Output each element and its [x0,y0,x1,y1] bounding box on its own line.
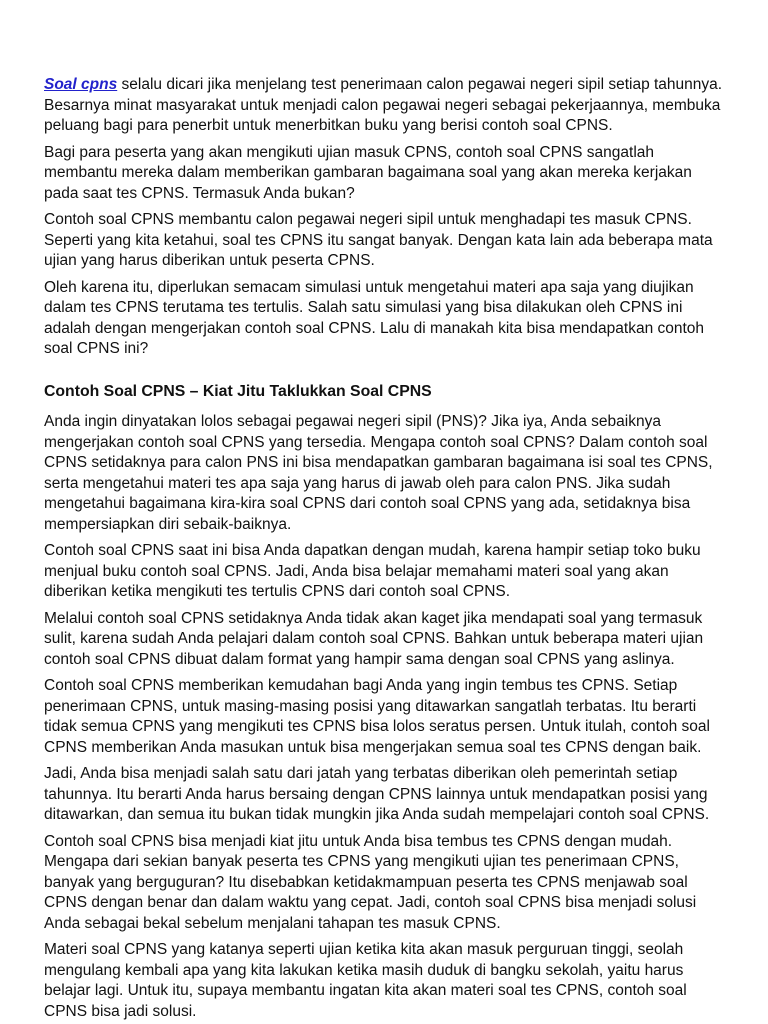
soal-cpns-link[interactable]: Soal cpns [44,76,118,93]
paragraph-7: Melalui contoh soal CPNS setidaknya Anda tidak akan kaget jika mendapati soal yang termasuk sulit, karena sudah Anda pelajari dalam contoh soal CPNS. Bahkan untuk beberapa materi ujian contoh soal CPNS dibuat dalam format yang hampir sama dengan soal CPNS yang aslinya. [44,609,704,668]
paragraph-3: Contoh soal CPNS membantu calon pegawai negeri sipil untuk menghadapi tes masuk CPNS. Seperti yang kita ketahui, soal tes CPNS itu sangat banyak. Dengan kata lain ada beberapa mata ujian yang harus diberikan untuk peserta CPNS. [44,211,713,269]
paragraph-2: Bagi para peserta yang akan mengikuti ujian masuk CPNS, contoh soal CPNS sangatlah membantu mereka dalam memberikan gambaran bagaimana soal yang akan mereka kerjakan pada saat tes CPNS. Termasuk Anda bukan? [44,143,692,202]
paragraph-4: Oleh karena itu, diperlukan semacam simulasi untuk mengetahui materi apa saja yang diujikan dalam tes CPNS terutama tes tertulis. Salah satu simulasi yang bisa dilakukan oleh CPNS ini adalah dengan mengerjakan contoh soal CPNS. Lalu di manakah kita bisa mendapatkan contoh soal CPNS ini? [44,278,705,357]
paragraph-6: Contoh soal CPNS saat ini bisa Anda dapatkan dengan mudah, karena hampir setiap toko buku menjual buku contoh soal CPNS. Jadi, Anda bisa belajar memahami materi soal yang akan diberikan ketika mengikuti tes tertulis CPNS dari contoh soal CPNS. [44,542,701,600]
paragraph-8: Contoh soal CPNS memberikan kemudahan bagi Anda yang ingin tembus tes CPNS. Setiap penerimaan CPNS, untuk masing-masing posisi yang ditawarkan sangatlah terbatas. Itu berarti tidak semua CPNS yang mengikuti tes CPNS bisa lolos seratus persen. Untuk itulah, contoh soal CPNS memberikan Anda masukan untuk bisa mengerjakan semua soal tes CPNS dengan baik. [44,677,710,756]
paragraph-10: Contoh soal CPNS bisa menjadi kiat jitu untuk Anda bisa tembus tes CPNS dengan mudah. Mengapa dari sekian banyak peserta tes CPNS yang mengikuti ujian tes penerimaan CPNS, banyak yang berguguran? Itu disebabkan ketidakmampuan peserta tes CPNS menjawab soal CPNS dengan benar dan dalam waktu yang cepat. Jadi, contoh soal CPNS bisa menjadi solusi Anda sebagai bekal sebelum menjalani tahapan tes masuk CPNS. [44,832,697,932]
paragraph-9: Jadi, Anda bisa menjadi salah satu dari jatah yang terbatas diberikan oleh pemerintah setiap tahunnya. Itu berarti Anda harus bersaing dengan CPNS lainnya untuk mendapatkan posisi yang ditawarkan, dan semua itu bukan tidak mungkin jika Anda sudah mempelajari contoh soal CPNS. [44,765,710,823]
intro-paragraph [44,75,728,137]
intro-paragraph-text: selalu dicari jika menjelang test penerimaan calon pegawai negeri sipil setiap tahunnya. Besarnya minat masyarakat untuk menjadi calon pegawai negeri sebagai pekerjaannya, membuka peluang bagi para penerbit untuk menerbitkan buku yang berisi contoh soal CPNS. [44,76,723,134]
paragraph-11: Materi soal CPNS yang katanya seperti ujian ketika kita akan masuk perguruan tinggi, seolah mengulang kembali apa yang kita lakukan ketika masih duduk di bangku sekolah, yaitu harus belajar lagi. Untuk itu, supaya membantu ingatan kita akan materi soal tes CPNS, contoh soal CPNS bisa jadi solusi. [44,941,687,1020]
section-heading: Contoh Soal CPNS – Kiat Jitu Taklukkan Soal CPNS [44,382,432,400]
paragraph-5: Anda ingin dinyatakan lolos sebagai pegawai negeri sipil (PNS)? Jika iya, Anda sebaiknya mengerjakan contoh soal CPNS yang tersedia. Mengapa contoh soal CPNS? Dalam contoh soal CPNS setidaknya para calon PNS ini bisa mendapatkan gambaran bagaimana isi soal tes CPNS, serta mengetahui materi tes apa saja yang harus di jawab oleh para calon PNS. Jika sudah mengetahui bagaimana kira-kira soal CPNS dari contoh soal CPNS yang ada, setidaknya bisa mempersiapkan diri sebaik-baiknya. [44,413,713,533]
